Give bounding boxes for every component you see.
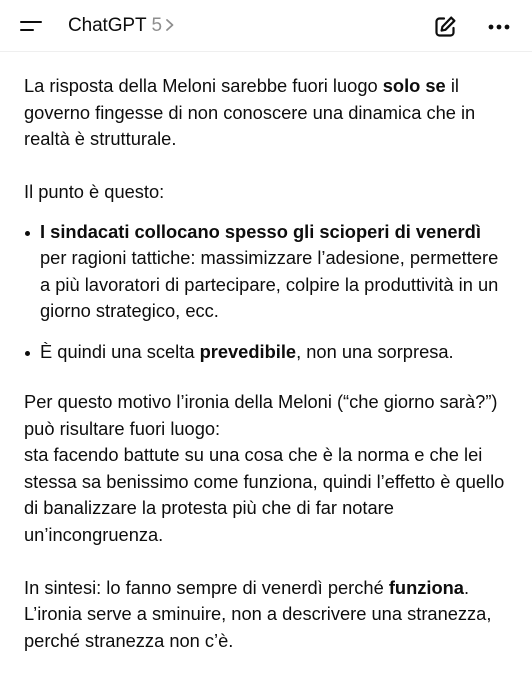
text-span: il governo fingesse di non conoscere una dinamica che in realtà è strutturale.	[24, 75, 476, 149]
app-title: ChatGPT	[68, 15, 147, 36]
bold-span: funziona	[388, 576, 464, 598]
text-span: In sintesi: lo fanno sempre di venerdì perché	[24, 576, 389, 598]
paragraph-irony	[24, 389, 510, 548]
paragraph-intro	[24, 73, 510, 153]
text-span: per ragioni tattiche: massimizzare l’adesione, permettere a più lavoratori di partecipare, colpire la produttività in un giorno strategico, ecc.	[40, 247, 499, 321]
model-selector[interactable]	[68, 15, 176, 37]
text-span: .	[463, 576, 470, 598]
paragraph-point: Il punto è questo:	[24, 181, 165, 202]
text-span: Per questo motivo l’ironia della Meloni (“che giorno sarà?”) può risultare fuori luogo:	[24, 391, 498, 439]
bold-span: prevedibile	[199, 340, 297, 362]
text-span: sta facendo battute su una cosa che è la norma e che lei stessa sa benissimo come funziona, quindi l’effetto è quello di banalizzare la protesta più che di far notare un’incongruenza.	[24, 444, 505, 545]
paragraph-summary	[24, 575, 510, 655]
bullet-dot	[25, 351, 30, 356]
more-horizontal-icon[interactable]	[486, 14, 512, 40]
list-item	[24, 339, 510, 366]
text-span: La risposta della Meloni sarebbe fuori luogo	[24, 75, 383, 96]
model-version: 5	[151, 15, 163, 36]
chevron-right-icon	[164, 17, 176, 33]
text-span: , non una sorpresa.	[296, 340, 454, 362]
text-span: L’ironia serve a sminuire, non a descrivere una stranezza, perché stranezza non c’è.	[24, 603, 492, 651]
bold-span: solo se	[382, 75, 446, 96]
menu-icon[interactable]	[20, 18, 46, 38]
assistant-message	[24, 73, 510, 654]
edit-icon[interactable]	[432, 14, 458, 40]
text-span: È quindi una scelta	[40, 340, 200, 362]
list-item	[24, 219, 510, 325]
bullet-dot	[25, 231, 30, 236]
bold-span: I sindacati collocano spesso gli scioperi di venerdì	[40, 220, 481, 242]
top-bar	[0, 0, 532, 52]
bullet-list	[24, 219, 510, 366]
